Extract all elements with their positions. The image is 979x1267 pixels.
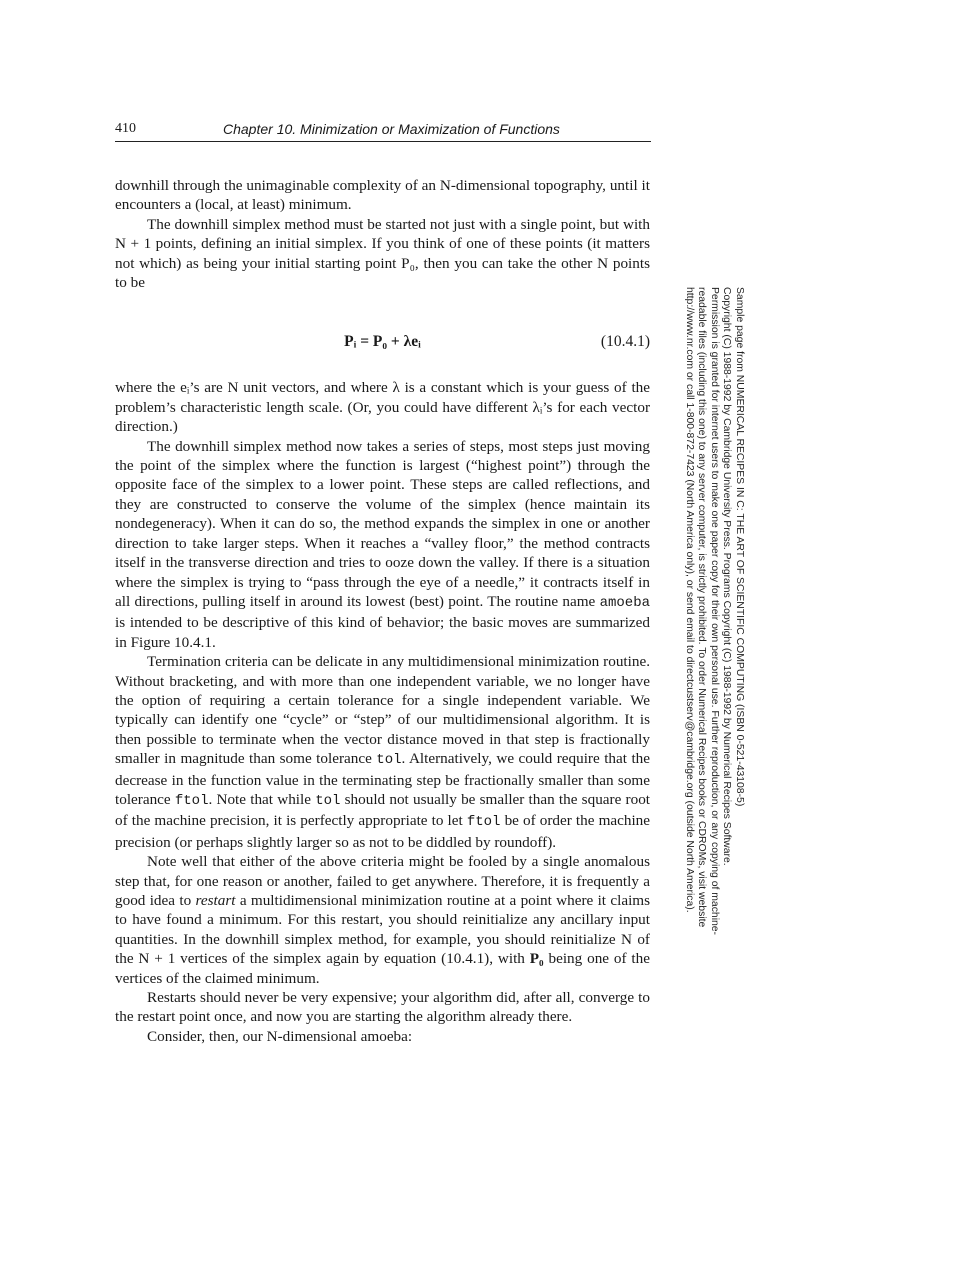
text-run: being one of the vertices of the claimed minimum. <box>115 950 650 987</box>
paragraph: The downhill simplex method must be started not just with a single point, but with N + 1 points, defining an initial simplex. If you think of one of these points (it matters not which) as being your initial starting point P₀, then you can take the other N points to be <box>115 215 650 292</box>
code-ftol: ftol <box>174 792 209 809</box>
notice-line: Permission is granted for internet users to make one paper copy for their own personal use. Further reproduction, or any copying of machine- <box>708 287 720 936</box>
text-run: be of order the machine precision (or perhaps slightly larger so as not to be diddled by roundoff). <box>115 812 651 851</box>
code-tol: tol <box>376 752 402 769</box>
equation-expression: Pᵢ = P₀ + λeᵢ <box>344 333 421 351</box>
text-run: Note well that either of the above criteria might be fooled by a single anomalous step that, for one reason or another, failed to get anywhere. Therefore, it is frequently a good idea to <box>115 853 650 909</box>
code-tol: tol <box>315 792 341 809</box>
text-run: a multidimensional minimization routine at a point where it claims to have found a minimum. For this restart, you should reinitialize any ancillary input quantities. In the downhill simplex method, for example, you should reinitialize N of the N + 1 vertices of the simplex again by equation (10.4.1), with <box>115 892 651 968</box>
copyright-notice <box>683 287 745 967</box>
notice-line: Sample page from NUMERICAL RECIPES IN C: THE ART OF SCIENTIFIC COMPUTING (ISBN 0-521-43108-5) <box>734 287 745 807</box>
paragraph <box>115 652 650 852</box>
paragraph: Consider, then, our N-dimensional amoeba: <box>147 1027 413 1045</box>
page-number: 410 <box>115 121 136 136</box>
text-run: Termination criteria can be delicate in any multidimensional minimization routine. Without bracketing, and with more than one independent variable, we no longer have the option of requiring a certain tolerance for a single independent variable. We typically can identify one “cycle” or “step” of our multidimensional algorithm. It is then possible to terminate when the vector distance moved in that step is fractionally smaller in magnitude than some tolerance <box>115 653 650 768</box>
paragraph <box>115 437 650 652</box>
equation-10-4-1 <box>115 332 650 352</box>
paragraph: Restarts should never be very expensive; your algorithm did, after all, converge to the restart point once, and now you are starting the algorithm already there. <box>115 989 650 1026</box>
text-run: . Note that while <box>208 790 311 808</box>
code-amoeba: amoeba <box>599 594 651 611</box>
paragraph: where the eᵢ’s are N unit vectors, and where λ is a constant which is your guess of the problem’s characteristic length scale. (Or, you could have different λᵢ’s for each vector direction.) <box>115 379 650 436</box>
chapter-title: Chapter 10. Minimization or Maximization of Functions <box>223 121 560 137</box>
notice-line: readable files (including this one) to any server computer, is strictly prohibited. To order Numerical Recipes books or CDROMs, visit website <box>696 287 708 928</box>
text-run: should not usually be smaller than the square root of the machine precision, it is perfectly appropriate to let <box>115 790 651 830</box>
paragraph <box>115 852 650 988</box>
body-text <box>115 176 650 1046</box>
equation-number: (10.4.1) <box>600 333 650 351</box>
paragraph: downhill through the unimaginable complexity of an N-dimensional topography, until it encounters a (local, at least) minimum. <box>115 177 650 214</box>
symbol-p0: P₀ <box>529 950 544 968</box>
text-run: . Alternatively, we could require that the decrease in the function value in the terminating step be fractionally smaller than some tolerance <box>115 750 650 808</box>
notice-line: Copyright (C) 1988-1992 by Cambridge University Press. Programs Copyright (C) 1988-1992 by Numerical Recipes Software. <box>721 287 733 866</box>
text-run: The downhill simplex method now takes a series of steps, most steps just moving the point of the simplex where the function is largest (“highest point”) through the opposite face of the simplex to a lower point. These steps are called reflections, and they are constructed to conserve the volume of the simplex (hence maintain its nondegeneracy). When it can do so, the method expands the simplex in one or another direction to take larger steps. When it reaches a “valley floor,” the method contracts itself in the transverse direction and tries to ooze down the valley. If there is a situation where the simplex is trying to “pass through the eye of a needle,” it contracts itself in all directions, pulling itself in around its lowest (best) point. The routine name <box>115 437 650 610</box>
notice-line: http://www.nr.com or call 1-800-872-7423 (North America only), or send email to directcustserv@cambridge.org (outside North America). <box>683 287 695 913</box>
text-run: is intended to be descriptive of this kind of behavior; the basic moves are summarized in Figure 10.4.1. <box>115 614 650 651</box>
running-head <box>115 121 651 142</box>
code-ftol: ftol <box>466 814 501 831</box>
emphasis-restart: restart <box>195 892 236 909</box>
